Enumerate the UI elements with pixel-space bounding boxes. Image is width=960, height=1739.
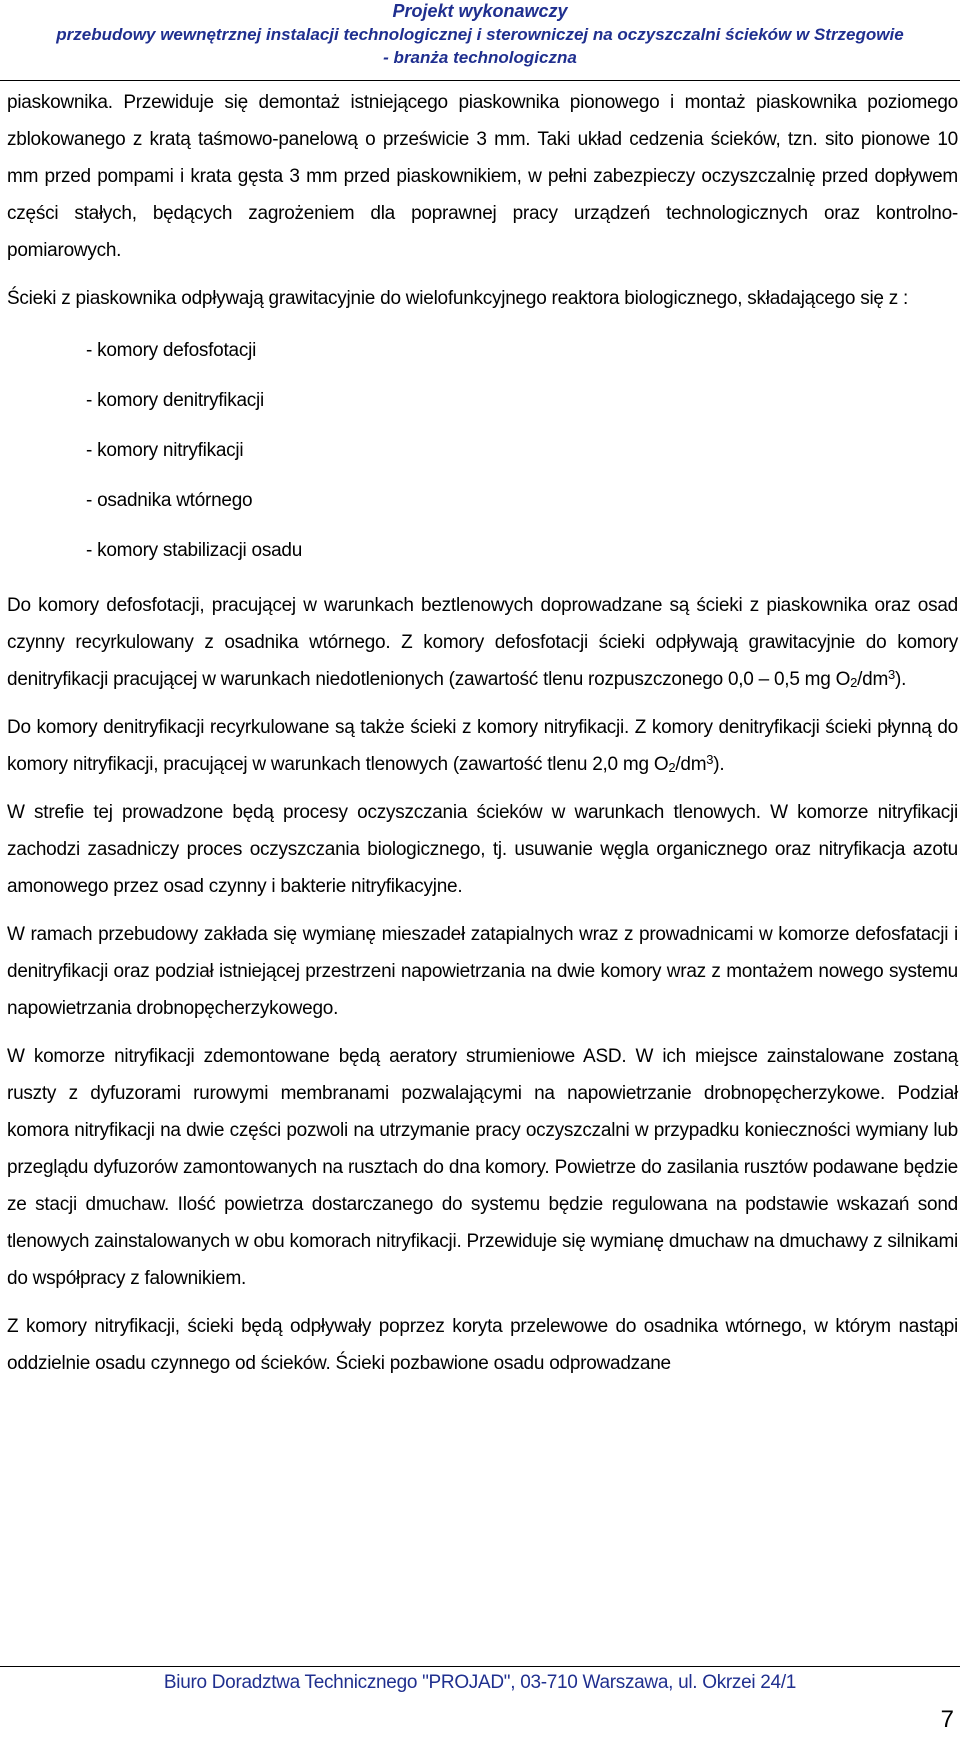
- document-title: Projekt wykonawczy: [392, 1, 568, 21]
- paragraph-text: Do komory defosfotacji, pracującej w warunkach beztlenowych doprowadzane są ścieki z piaskownika oraz osad czynny recyrkulowany z osadnika wtórnego. Z komory defosfotacji ścieki odpływają grawitacyjnie do komory denitryfikacji pracującej w warunkach niedotlenionych (zawartość tlenu rozpuszczonego 0,0 – 0,5 mg O: [7, 595, 958, 690]
- subscript: 2: [850, 675, 858, 690]
- superscript: 3: [888, 667, 896, 682]
- list-item: - komory stabilizacji osadu: [86, 540, 303, 561]
- paragraph: W strefie tej prowadzone będą procesy oczyszczania ścieków w warunkach tlenowych. W komorze nitryfikacji zachodzi zasadniczy proces oczyszczania biologicznego, tj. usuwanie węgla organicznego oraz nitryfikacja azotu amonowego przez osad czynny i bakterie nitryfikacyjne.: [7, 802, 958, 897]
- paragraph-text: ).: [713, 754, 725, 775]
- paragraph: Z komory nitryfikacji, ścieki będą odpływały poprzez koryta przelewowe do osadnika wtórnego, w którym nastąpi oddzielnie osadu czynnego od ścieków. Ścieki pozbawione osadu odprowadzane: [7, 1316, 958, 1374]
- footer-divider: [0, 1666, 960, 1667]
- paragraph: W komorze nitryfikacji zdemontowane będą aeratory strumieniowe ASD. W ich miejsce zainstalowane zostaną ruszty z dyfuzorami rurowymi membranami pozwalającymi na napowietrzanie drobnopęcherzykowe. Podział komora nitryfikacji na dwie części pozwoli na utrzymanie pracy oczyszczalni w przypadku konieczności wymiany lub przeglądu dyfuzorów zamontowanych na rusztach do dna komory. Powietrze do zasilania rusztów podawane będzie ze stacji dmuchaw. Ilość powietrza dostarczanego do systemu będzie regulowana na podstawie wskazań sond tlenowych zainstalowanych w obu komorach nitryfikacji. Przewiduje się wymianę dmuchaw na dmuchawy z silnikami do współpracy z falownikiem.: [7, 1046, 958, 1289]
- document-branch: - branża technologiczna: [383, 48, 577, 67]
- paragraph-text: Do komory denitryfikacji recyrkulowane są także ścieki z komory nitryfikacji. Z komory denitryfikacji ścieki płynną do komory nitryfikacji, pracującej w warunkach tlenowych (zawartość tlenu 2,0 mg O: [7, 717, 958, 775]
- list-item: - komory denitryfikacji: [86, 390, 264, 411]
- paragraph: [7, 587, 958, 698]
- paragraph: W ramach przebudowy zakłada się wymianę mieszadeł zatapialnych wraz z prowadnicami w komorze defosfatacji i denitryfikacji oraz podział istniejącej przestrzeni napowietrzania na dwie komory wraz z montażem nowego systemu napowietrzania drobnopęcherzykowego.: [7, 924, 958, 1019]
- chamber-list: [86, 326, 958, 576]
- list-item: - osadnika wtórnego: [86, 490, 253, 511]
- header-divider: [0, 80, 960, 81]
- paragraph: [7, 709, 958, 783]
- paragraph: Ścieki z piaskownika odpływają grawitacyjnie do wielofunkcyjnego reaktora biologicznego, składającego się z :: [7, 288, 909, 309]
- page-header: [0, 0, 960, 69]
- paragraph-text: /dm: [675, 754, 707, 775]
- list-item: - komory nitryfikacji: [86, 440, 244, 461]
- paragraph-text: ).: [895, 669, 907, 690]
- superscript: 3: [706, 752, 714, 767]
- list-item: - komory defosfotacji: [86, 340, 257, 361]
- subscript: 2: [668, 760, 676, 775]
- document-body: [7, 84, 958, 1393]
- document-subtitle: przebudowy wewnętrznej instalacji technologicznej i sterowniczej na oczyszczalni ścieków w Strzegowie: [56, 25, 904, 44]
- page-footer: Biuro Doradztwa Technicznego "PROJAD", 03-710 Warszawa, ul. Okrzei 24/1: [163, 1672, 797, 1693]
- page-number: 7: [940, 1706, 954, 1733]
- paragraph-text: /dm: [857, 669, 889, 690]
- paragraph: piaskownika. Przewiduje się demontaż istniejącego piaskownika pionowego i montaż piaskownika poziomego zblokowanego z kratą taśmowo-panelową o prześwicie 3 mm. Taki układ cedzenia ścieków, tzn. sito pionowe 10 mm przed pompami i krata gęsta 3 mm przed piaskownikiem, w pełni zabezpieczy oczyszczalnię przed dopływem części stałych, będących zagrożeniem dla poprawnej pracy urządzeń technologicznych oraz kontrolno-pomiarowych.: [7, 92, 958, 261]
